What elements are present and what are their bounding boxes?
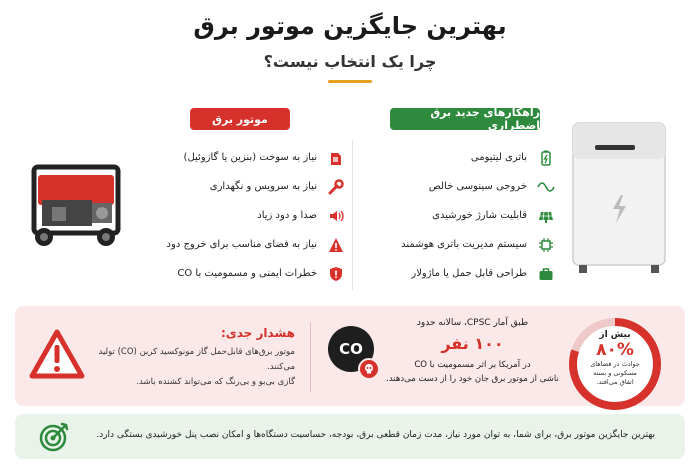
chip-icon xyxy=(537,236,555,254)
page-subtitle: چرا یک انتخاب نیست؟ xyxy=(263,52,437,71)
list-item xyxy=(365,259,555,288)
battery-solutions-label: راهکارهای جدید برق اضطراری xyxy=(390,108,540,130)
warning-divider xyxy=(310,322,311,392)
power-station-image xyxy=(565,115,675,280)
list-item-text: نیاز به سرویس و نگهداری xyxy=(209,181,317,192)
stat-description xyxy=(380,358,565,386)
list-item xyxy=(365,201,555,230)
ring-caption: جوادث در فضاهای xyxy=(590,360,640,368)
list-item-text: باتری لیتیومی xyxy=(470,152,527,163)
battery-icon xyxy=(537,149,555,167)
ring-top-text: بیش از xyxy=(599,330,631,340)
list-item-text: قابلیت شارژ خورشیدی xyxy=(432,210,527,221)
list-item-text: خطرات ایمنی و مسمومیت با CO xyxy=(177,268,317,279)
page-title: بهترین جایگزین موتور برق xyxy=(193,12,507,40)
solar-panel-icon xyxy=(537,207,555,225)
stat-line: در آمریکا بر اثر مسمومیت با CO xyxy=(414,360,531,370)
fuel-can-icon xyxy=(327,149,345,167)
list-item xyxy=(365,172,555,201)
ring-caption: مسکونی و بسته xyxy=(593,369,637,377)
warning-title: هشدار جدی: xyxy=(220,326,295,340)
list-item-text: طراحی قابل حمل یا ماژولار xyxy=(411,268,527,279)
list-item-text: سیستم مدیریت باتری هوشمند xyxy=(401,239,527,250)
generator-label: موتور برق xyxy=(190,108,290,130)
list-item-text: خروجی سینوسی خالص xyxy=(428,181,527,192)
stat-line: ناشی از موتور برق جان خود را از دست می‌دهند. xyxy=(386,374,559,384)
list-item xyxy=(140,172,345,201)
target-icon xyxy=(38,421,70,453)
column-divider xyxy=(352,140,353,290)
speaker-icon xyxy=(327,207,345,225)
warning-triangle-icon xyxy=(28,328,86,380)
generator-image xyxy=(20,145,130,255)
generator-drawbacks-list xyxy=(140,143,345,288)
list-item xyxy=(140,201,345,230)
ring-percentage: ۸۰% xyxy=(596,340,634,360)
wrench-icon xyxy=(327,178,345,196)
list-item xyxy=(140,230,345,259)
warning-line: موتور برق‌های قابل‌حمل گاز مونوکسید کربن (CO) تولید می‌کنند. xyxy=(98,347,295,372)
skull-icon xyxy=(358,358,380,380)
list-item xyxy=(140,143,345,172)
warning-line: گازی بی‌بو و بی‌رنگ که می‌تواند کشنده باشد. xyxy=(136,377,295,387)
warning-text xyxy=(85,345,295,390)
title-underline xyxy=(328,80,372,83)
ring-caption: اتفاق می‌افتد. xyxy=(596,378,634,386)
co-badge: CO xyxy=(328,326,374,372)
stat-source: طبق آمار CPSC، سالانه حدود xyxy=(416,318,529,328)
list-item-text: نیاز به فضای مناسب برای خروج دود xyxy=(166,239,317,250)
warning-icon xyxy=(327,236,345,254)
list-item-text: نیاز به سوخت (بنزین یا گازوئیل) xyxy=(183,152,317,163)
list-item-text: صدا و دود زیاد xyxy=(257,210,317,221)
list-item xyxy=(365,143,555,172)
list-item xyxy=(365,230,555,259)
sine-wave-icon xyxy=(537,178,555,196)
ring-text xyxy=(580,330,650,387)
battery-features-list xyxy=(365,143,555,288)
list-item xyxy=(140,259,345,288)
briefcase-icon xyxy=(537,265,555,283)
stat-deaths: ۱۰۰ نفر xyxy=(441,334,504,353)
shield-alert-icon xyxy=(327,265,345,283)
footer-text: بهترین جایگزین موتور برق، برای شما، به توان مورد نیاز، مدت زمان قطعی برق، بودجه، حساسیت دستگاه‌ها و امکان نصب پنل خورشیدی بستگی دارد. xyxy=(96,430,655,440)
